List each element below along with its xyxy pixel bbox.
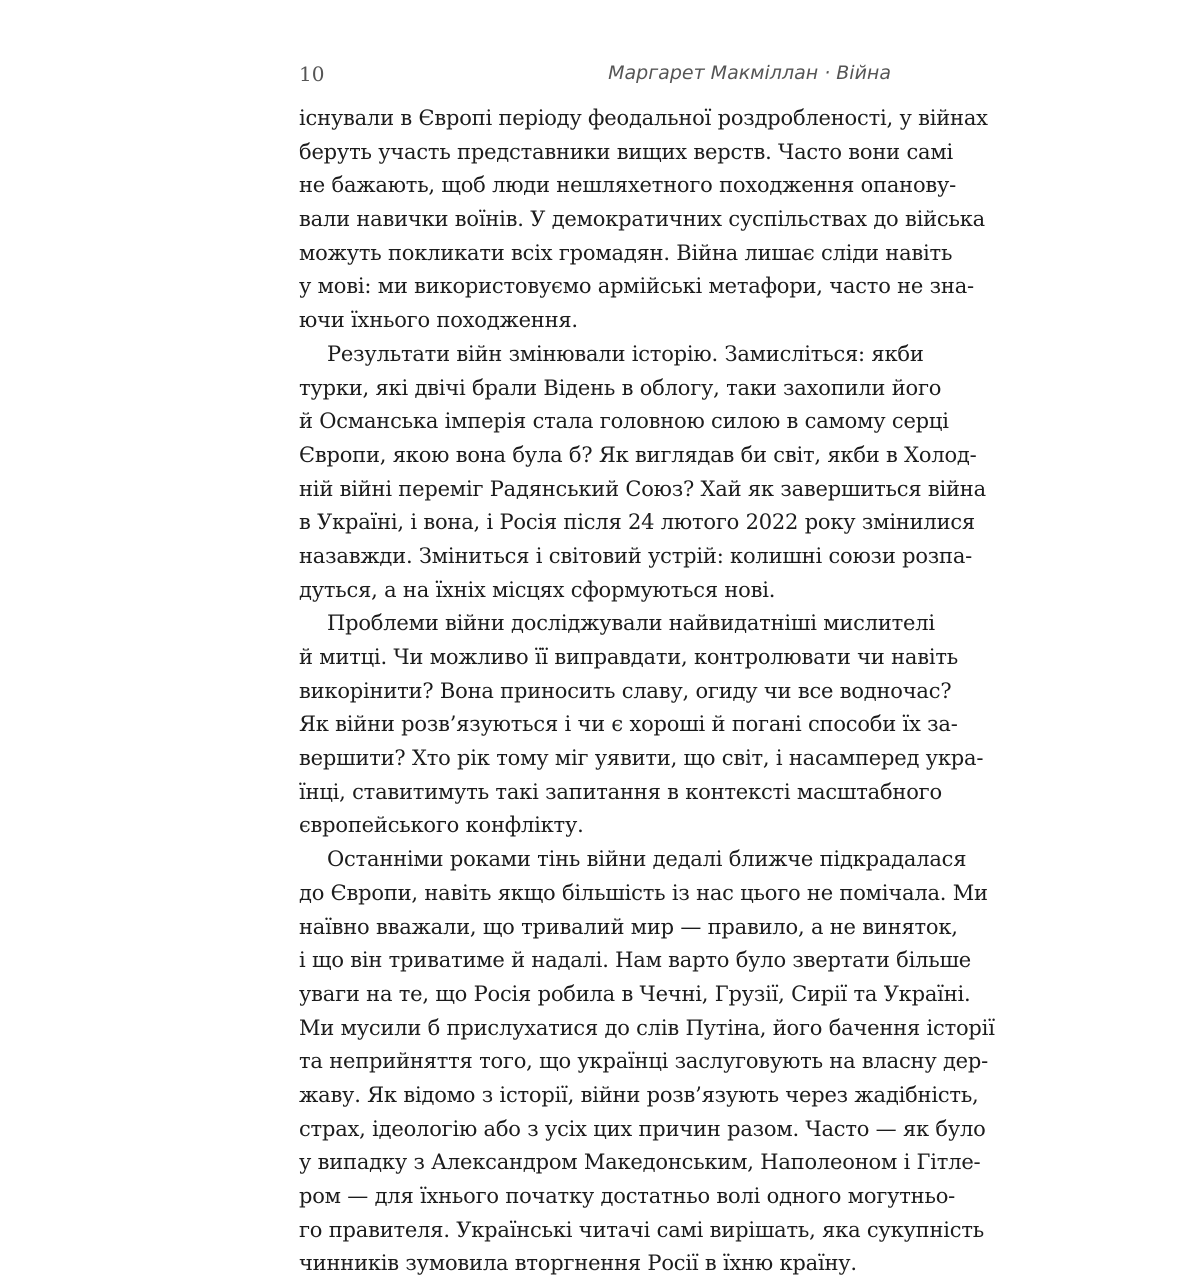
- text-line: чинників зумовила вторгнення Росії в їхню країну.: [299, 1251, 857, 1276]
- text-line: уваги на те, що Росія робила в Чечні, Грузії, Сирії та Україні.: [299, 981, 971, 1006]
- running-title: Маргарет Макміллан · Війна: [608, 62, 891, 84]
- text-line: й Османська імперія стала головною силою в самому серці: [299, 409, 949, 434]
- text-line: можуть покликати всіх громадян. Війна лишає сліди навіть: [299, 240, 953, 265]
- text-line: жаву. Як відомо з історії, війни розв’язують через жадібність,: [299, 1082, 979, 1107]
- text-line: викорінити? Вона приносить славу, огиду чи все водночас?: [299, 678, 952, 703]
- text-line: й митці. Чи можливо її виправдати, контролювати чи навіть: [299, 645, 958, 669]
- text-line: Результати війн змінювали історію. Замисліться: якби: [327, 341, 924, 366]
- running-head: [299, 62, 891, 92]
- text-line: вершити? Хто рік тому міг уявити, що світ, і насамперед укра-: [299, 746, 984, 771]
- text-line: беруть участь представники вищих верств. Часто вони самі: [299, 139, 953, 164]
- text-line: у випадку з Александром Македонським, Наполеоном і Гітле-: [299, 1150, 981, 1175]
- text-line: страх, ідеологію або з усіх цих причин разом. Часто — як було: [299, 1116, 986, 1141]
- text-line: і що він триватиме й надалі. Нам варто було звертати більше: [299, 948, 972, 973]
- text-line: Як війни розв’язуються і чи є хороші й погані способи їх за-: [299, 712, 958, 737]
- text-line: назавжди. Зміниться і світовий устрій: колишні союзи розпа-: [299, 543, 973, 568]
- text-line: вали навички воїнів. У демократичних суспільствах до війська: [299, 207, 985, 232]
- text-line: Європи, якою вона була б? Як виглядав би світ, якби в Холод-: [299, 442, 977, 467]
- text-line: не бажають, щоб люди нешляхетного походження опанову-: [299, 173, 957, 198]
- text-line: ній війні переміг Радянський Союз? Хай як завершиться війна: [299, 476, 986, 501]
- body-text: [299, 102, 995, 1281]
- text-line: у мові: ми використовуємо армійські метафори, часто не зна-: [299, 274, 974, 299]
- text-line: та неприйняття того, що українці заслуговують на власну дер-: [299, 1049, 989, 1074]
- text-line: в Україні, і вона, і Росія після 24 лютого 2022 року змінилися: [299, 510, 975, 535]
- text-line: до Європи, навіть якщо більшість із нас цього не помічала. Ми: [299, 880, 988, 905]
- page-number: 10: [299, 62, 325, 86]
- text-line: Ми мусили б прислухатися до слів Путіна, його бачення історії: [299, 1015, 995, 1040]
- text-line: Проблеми війни досліджували найвидатніші мислителі: [327, 611, 935, 636]
- text-line: існували в Європі періоду феодальної роздробленості, у війнах: [299, 106, 988, 130]
- text-line: ром — для їхнього початку достатньо волі одного могутньо-: [299, 1184, 956, 1208]
- text-line: го правителя. Українські читачі самі вирішать, яка сукупність: [299, 1217, 984, 1242]
- text-line: ючи їхнього походження.: [299, 308, 578, 333]
- text-line: їнці, ставитимуть такі запитання в контексті масштабного: [299, 779, 942, 804]
- text-line: Останніми роками тінь війни дедалі ближче підкрадалася: [327, 847, 967, 872]
- text-line: європейського конфлікту.: [299, 813, 584, 838]
- text-line: турки, які двічі брали Відень в облогу, таки захопили його: [299, 375, 942, 400]
- text-line: дуться, а на їхніх місцях сформуються нові.: [299, 577, 776, 602]
- text-line: наївно вважали, що тривалий мир — правило, а не виняток,: [299, 914, 958, 939]
